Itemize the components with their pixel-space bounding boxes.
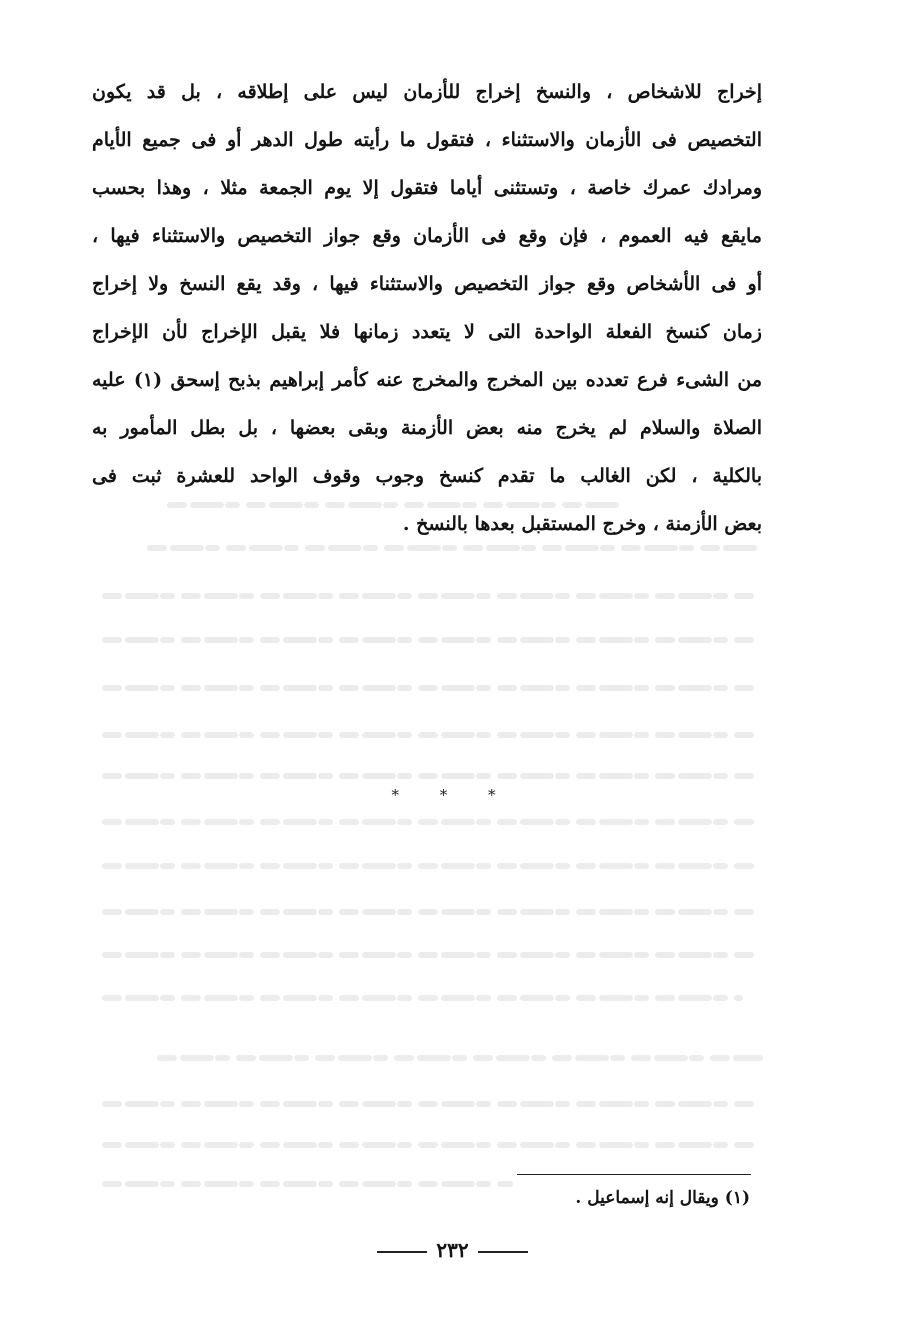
page-number-dash-left xyxy=(377,1251,427,1253)
page-number: ٢٣٢ xyxy=(436,1238,469,1262)
text-line-3: ومرادك عمرك خاصة ، وتستثنى أياما فتقول إلا يوم الجمعة مثلا ، وهذا بحسب xyxy=(92,177,762,199)
page-number-block xyxy=(0,1238,905,1262)
text-line-5: أو فى الأشخاص وقع جواز التخصيص والاستثناء فيها ، وقد يقع النسخ ولا إخراج xyxy=(92,273,762,295)
footnote: (١) ويقال إنه إسماعيل . xyxy=(575,1188,750,1208)
text-line-10: بعض الأزمنة ، وخرج المستقبل بعدها بالنسخ . xyxy=(402,513,762,535)
text-line-1: إخراج للاشخاص ، والنسخ إخراج للأزمان ليس على إطلاقه ، بل قد يكون xyxy=(92,81,762,103)
text-line-7: من الشىء فرع تعدده بين المخرج والمخرج عنه كأمر إبراهيم بذبح إسحق (١) عليه xyxy=(92,369,763,391)
main-text-block xyxy=(92,68,762,548)
section-separator: * * * xyxy=(391,786,514,804)
text-line-6: زمان كنسخ الفعلة الواحدة التى لا يتعدد زمانها فلا يقبل الإخراج لأن الإخراج xyxy=(92,321,762,343)
text-line-2: التخصيص فى الأزمان والاستثناء ، فتقول ما رأيته طول الدهر أو فى جميع الأيام xyxy=(92,129,762,151)
page-number-dash-right xyxy=(478,1251,528,1253)
text-line-9: بالكلية ، لكن الغالب ما تقدم كنسخ وجوب وقوف الواحد للعشرة ثبت فى xyxy=(92,465,762,487)
footnote-divider xyxy=(517,1174,751,1175)
text-line-8: الصلاة والسلام لم يخرج منه بعض الأزمنة وبقى بعضها ، بل بطل المأمور به xyxy=(92,417,762,439)
text-line-4: مايقع فيه العموم ، فإن وقع فى الأزمان وقع جواز التخصيص والاستثناء فيها ، xyxy=(92,225,762,247)
